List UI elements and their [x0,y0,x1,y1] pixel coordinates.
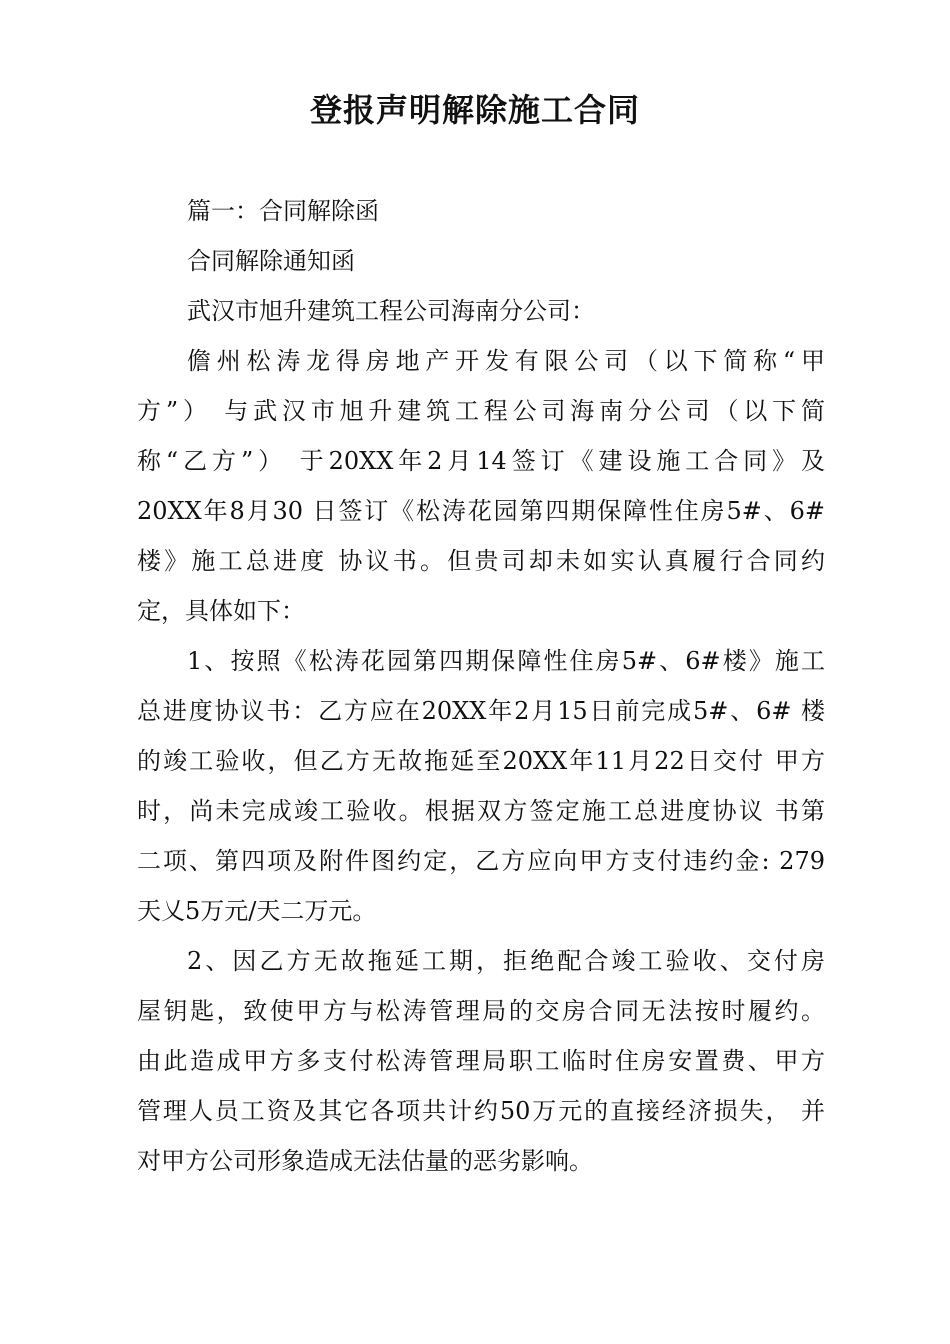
text-line: 1、按照《松涛花园第四期保障性住房5#、6#楼》施工 [187,647,825,675]
text-line: 定，具体如下： [137,597,305,625]
document-body [137,186,825,1186]
text-line: 武汉市旭升建筑工程公司海南分公司： [187,297,595,325]
text-line: 方”） 与武汉市旭升建筑工程公司海南分公司（以下简 [137,397,825,425]
document-title: 登报声明解除施工合同 [309,91,640,129]
text-line: 对甲方公司形象造成无法估量的恶劣影响。 [137,1147,593,1175]
text-line: 楼》施工总进度 协议书。但贵司却未如实认真履行合同约 [137,547,825,575]
text-line: 由此造成甲方多支付松涛管理局职工临时住房安置费、甲方 [137,1047,825,1075]
text-line: 二项、第四项及附件图约定，乙方应向甲方支付违约金: 279 [137,847,825,875]
text-line: 的竣工验收，但乙方无故拖延至20XX年11月22日交付 甲方 [137,747,825,775]
text-line: 20XX年8月30 日签订《松涛花园第四期保障性住房5#、6# [137,497,825,525]
text-line: 篇一：合同解除函 [187,197,379,225]
text-line: 管理人员工资及其它各项共计约50万元的直接经济损失， 并 [137,1097,825,1125]
text-line: 儋州松涛龙得房地产开发有限公司（以下简称“甲 [187,347,825,375]
text-line: 屋钥匙，致使甲方与松涛管理局的交房合同无法按时履约。 [137,997,825,1025]
text-line: 2、因乙方无故拖延工期，拒绝配合竣工验收、交付房 [187,947,825,975]
text-line: 时，尚未完成竣工验收。根据双方签定施工总进度协议 书第 [137,797,825,825]
text-line: 天乂5万元/天二万元。 [137,897,377,925]
text-line: 合同解除通知函 [187,247,355,275]
text-line: 总进度协议书：乙方应在20XX年2月15日前完成5#、6# 楼 [137,697,825,725]
text-line: 称“乙方”） 于20XX年2月14签订《建设施工合同》及 [137,447,825,475]
